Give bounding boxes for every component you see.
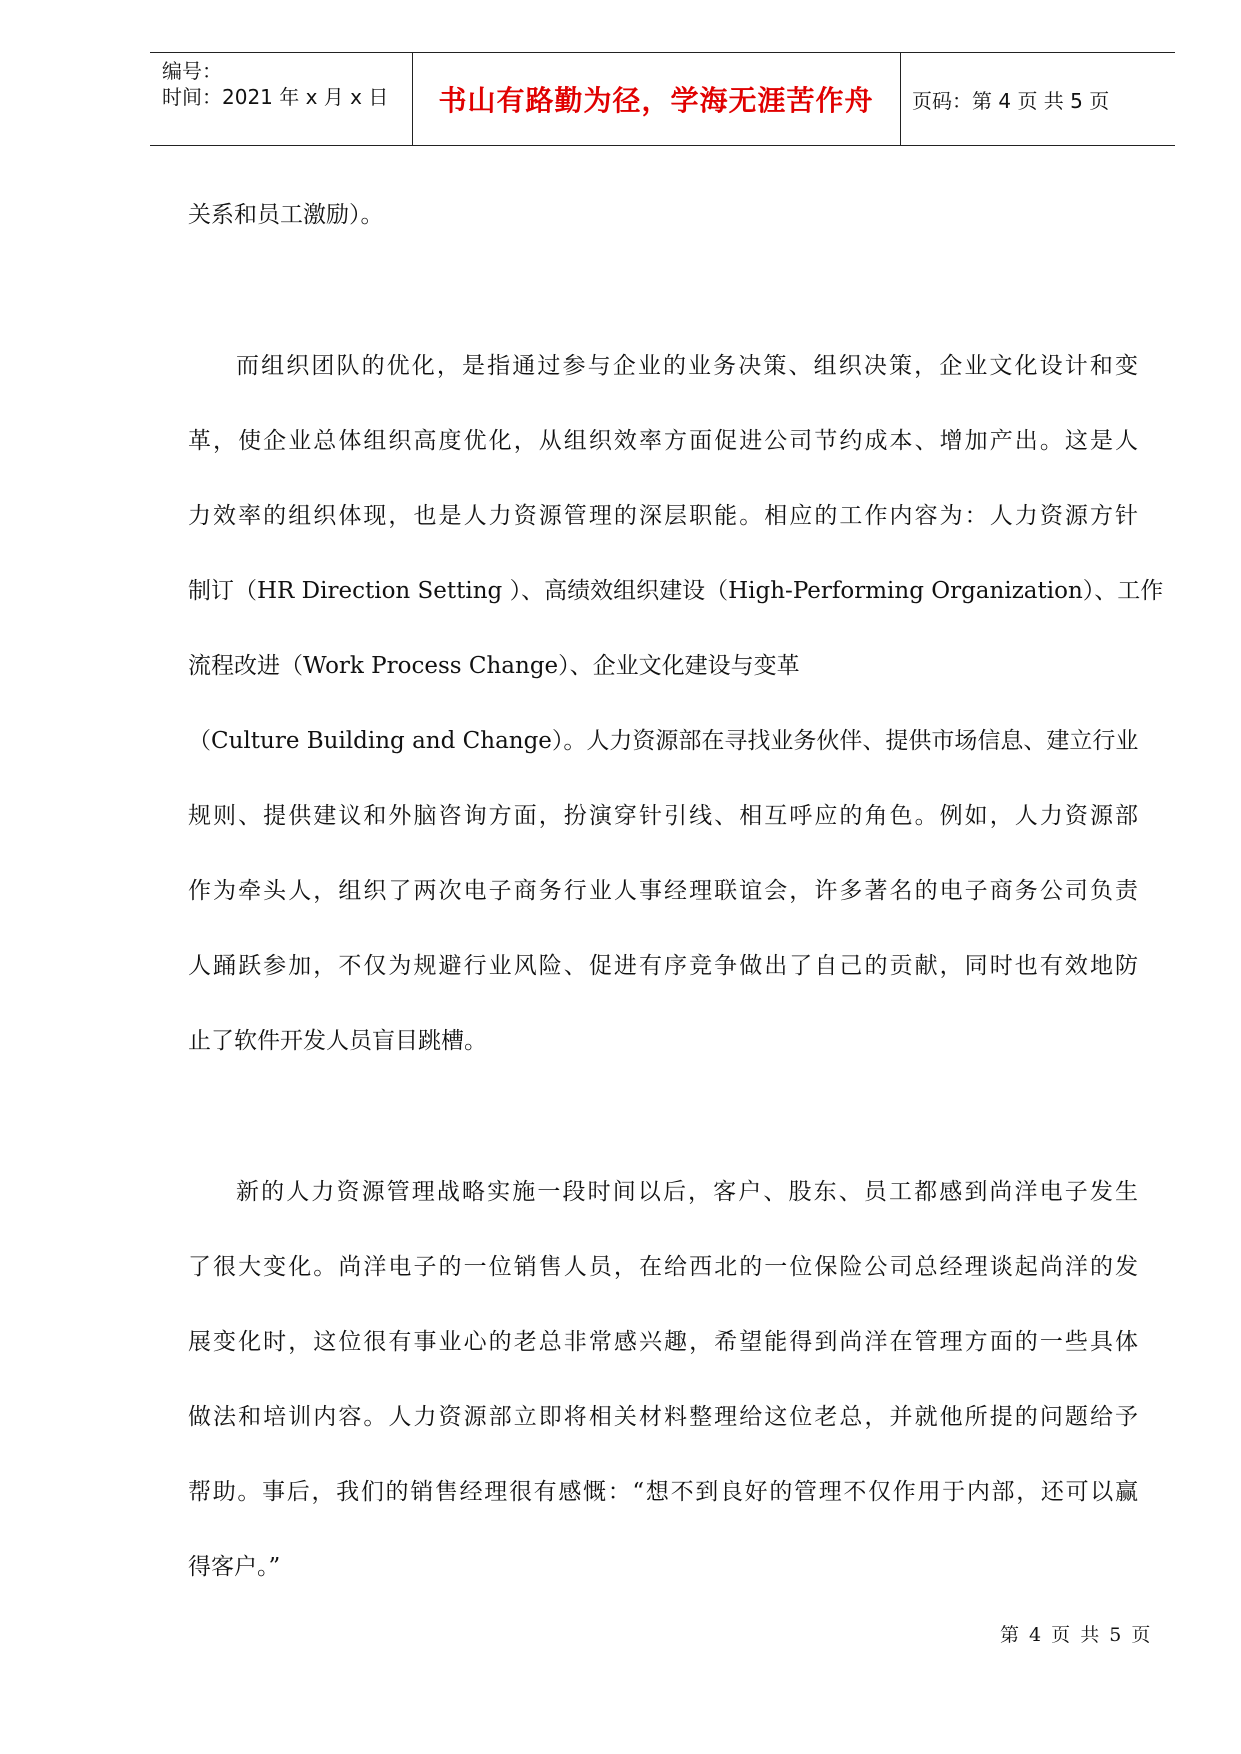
- header-page-code: 页码：第 4 页 共 5 页: [912, 88, 1110, 113]
- body-line: 展变化时，这位很有事业心的老总非常感兴趣，希望能得到尚洋在管理方面的一些具体: [188, 1329, 1138, 1355]
- body-line: 帮助。事后，我们的销售经理很有感慨：“想不到良好的管理不仅作用于内部，还可以赢: [188, 1479, 1138, 1505]
- document-number-label: 编号：: [162, 59, 222, 83]
- body-line: 规则、提供建议和外脑咨询方面，扮演穿针引线、相互呼应的角色。例如，人力资源部: [188, 803, 1138, 829]
- body-line: 流程改进（Work Process Change）、企业文化建设与变革: [188, 653, 800, 679]
- body-line: 做法和培训内容。人力资源部立即将相关材料整理给这位老总，并就他所提的问题给予: [188, 1404, 1138, 1430]
- body-line: 而组织团队的优化，是指通过参与企业的业务决策、组织决策，企业文化设计和变: [236, 353, 1138, 379]
- document-date: 时间：2021 年 x 月 x 日: [162, 85, 389, 109]
- page-header: [150, 52, 1175, 146]
- header-divider: [900, 53, 901, 145]
- body-line: 了很大变化。尚洋电子的一位销售人员，在给西北的一位保险公司总经理谈起尚洋的发: [188, 1254, 1138, 1280]
- body-line: 力效率的组织体现，也是人力资源管理的深层职能。相应的工作内容为：人力资源方针: [188, 503, 1138, 529]
- body-line: 人踊跃参加，不仅为规避行业风险、促进有序竞争做出了自己的贡献，同时也有效地防: [188, 953, 1138, 979]
- body-line: 革，使企业总体组织高度优化，从组织效率方面促进公司节约成本、增加产出。这是人: [188, 428, 1138, 454]
- body-line: 止了软件开发人员盲目跳槽。: [188, 1028, 487, 1054]
- body-line: 关系和员工激励）。: [188, 202, 384, 228]
- body-line: （Culture Building and Change）。人力资源部在寻找业务伙伴、提供市场信息、建立行业: [188, 728, 1139, 754]
- body-line: 作为牵头人，组织了两次电子商务行业人事经理联谊会，许多著名的电子商务公司负责: [188, 878, 1138, 904]
- page-footer: 第 4 页 共 5 页: [1000, 1624, 1153, 1646]
- body-line: 新的人力资源管理战略实施一段时间以后，客户、股东、员工都感到尚洋电子发生: [236, 1179, 1138, 1205]
- body-line: 得客户。”: [188, 1554, 281, 1580]
- header-meta: [162, 53, 402, 145]
- body-line: 制订（HR Direction Setting ）、高绩效组织建设（High-Performing Organization）、工作: [188, 578, 1164, 604]
- header-motto: 书山有路勤为径，学海无涯苦作舟: [438, 84, 874, 117]
